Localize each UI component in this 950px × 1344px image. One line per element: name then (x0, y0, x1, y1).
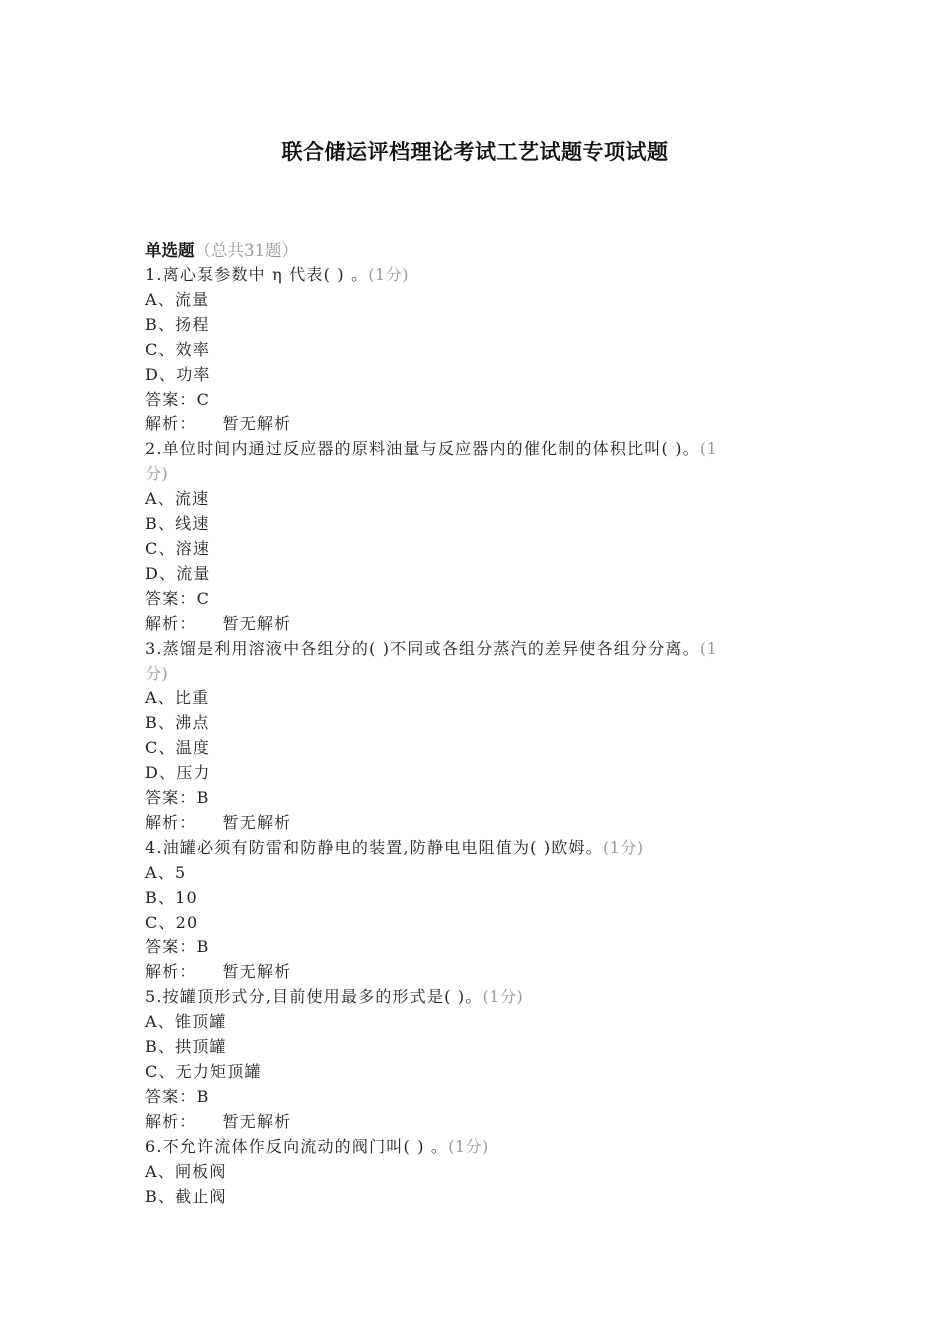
answer-line: 答案：C (145, 588, 211, 608)
answer-line: 答案：C (145, 389, 211, 409)
option: A、闸板阀 (145, 1161, 227, 1181)
question-stem: 4.油罐必须有防雷和防静电的装置,防静电电阻值为( )欧姆。(1分) (145, 837, 644, 857)
answer-value: B (196, 937, 210, 957)
option: A、5 (145, 862, 187, 882)
option: A、比重 (145, 688, 210, 708)
option: C、20 (145, 912, 199, 932)
option: B、截止阀 (145, 1186, 227, 1206)
question-stem: 6.不允许流体作反向流动的阀门叫( ) 。(1分) (145, 1136, 489, 1156)
option: A、流速 (145, 489, 210, 509)
question-score: (1分) (482, 987, 524, 1007)
section-total: （总共31题） (194, 241, 298, 260)
option: B、拱顶罐 (145, 1037, 227, 1057)
question-block (145, 637, 795, 836)
option: A、流量 (145, 289, 210, 309)
question-score: (1 (699, 638, 718, 658)
document-title: 联合储运评档理论考试工艺试题专项试题 (281, 139, 669, 164)
question-stem: 2.单位时间内通过反应器的原料油量与反应器内的催化制的体积比叫( )。(1 (145, 439, 718, 459)
section-header (145, 238, 795, 263)
question-block (145, 1135, 795, 1210)
answer-value: C (196, 588, 211, 608)
option: A、锥顶罐 (145, 1012, 227, 1032)
question-stem: 3.蒸馏是利用溶液中各组分的( )不同或各组分蒸汽的差异使各组分分离。(1 (145, 638, 718, 658)
option: D、压力 (145, 763, 211, 783)
analysis-line: 解析： 暂无解析 (145, 1111, 292, 1131)
option: B、10 (145, 887, 198, 907)
analysis-value: 暂无解析 (222, 613, 292, 633)
answer-value: B (196, 1086, 210, 1106)
analysis-value: 暂无解析 (222, 812, 292, 832)
option: D、功率 (145, 364, 211, 384)
question-stem: 1.离心泵参数中 η 代表( ) 。(1分) (145, 265, 409, 284)
option: B、扬程 (145, 314, 210, 334)
answer-line: 答案：B (145, 1086, 210, 1106)
answer-line: 答案：B (145, 788, 210, 808)
option: D、流量 (145, 563, 211, 583)
question-score-wrap: 分) (145, 464, 169, 484)
analysis-line: 解析： 暂无解析 (145, 962, 292, 982)
question-block (145, 263, 795, 437)
analysis-line: 解析： 暂无解析 (145, 414, 292, 434)
question-score: (1分) (602, 837, 644, 857)
question-list (145, 238, 795, 1209)
question-score: (1 (699, 439, 718, 459)
question-block (145, 836, 795, 985)
analysis-value: 暂无解析 (222, 962, 292, 982)
answer-line: 答案：B (145, 937, 210, 957)
analysis-value: 暂无解析 (222, 414, 292, 434)
section-label: 单选题 (145, 241, 195, 260)
question-block (145, 437, 795, 636)
option: C、效率 (145, 339, 211, 359)
question-score: (1分) (448, 1136, 489, 1156)
option: B、沸点 (145, 713, 210, 733)
question-score: (1分) (368, 265, 409, 284)
answer-value: C (196, 389, 211, 409)
option: C、温度 (145, 738, 211, 758)
question-score-wrap: 分) (145, 663, 169, 683)
option: C、无力矩顶罐 (145, 1062, 262, 1081)
option: C、溶速 (145, 538, 211, 558)
question-block (145, 985, 795, 1134)
question-stem: 5.按罐顶形式分,目前使用最多的形式是( )。(1分) (145, 987, 524, 1007)
answer-value: B (196, 788, 210, 808)
option: B、线速 (145, 514, 210, 534)
analysis-value: 暂无解析 (222, 1111, 292, 1131)
analysis-line: 解析： 暂无解析 (145, 812, 292, 832)
analysis-line: 解析： 暂无解析 (145, 613, 292, 633)
